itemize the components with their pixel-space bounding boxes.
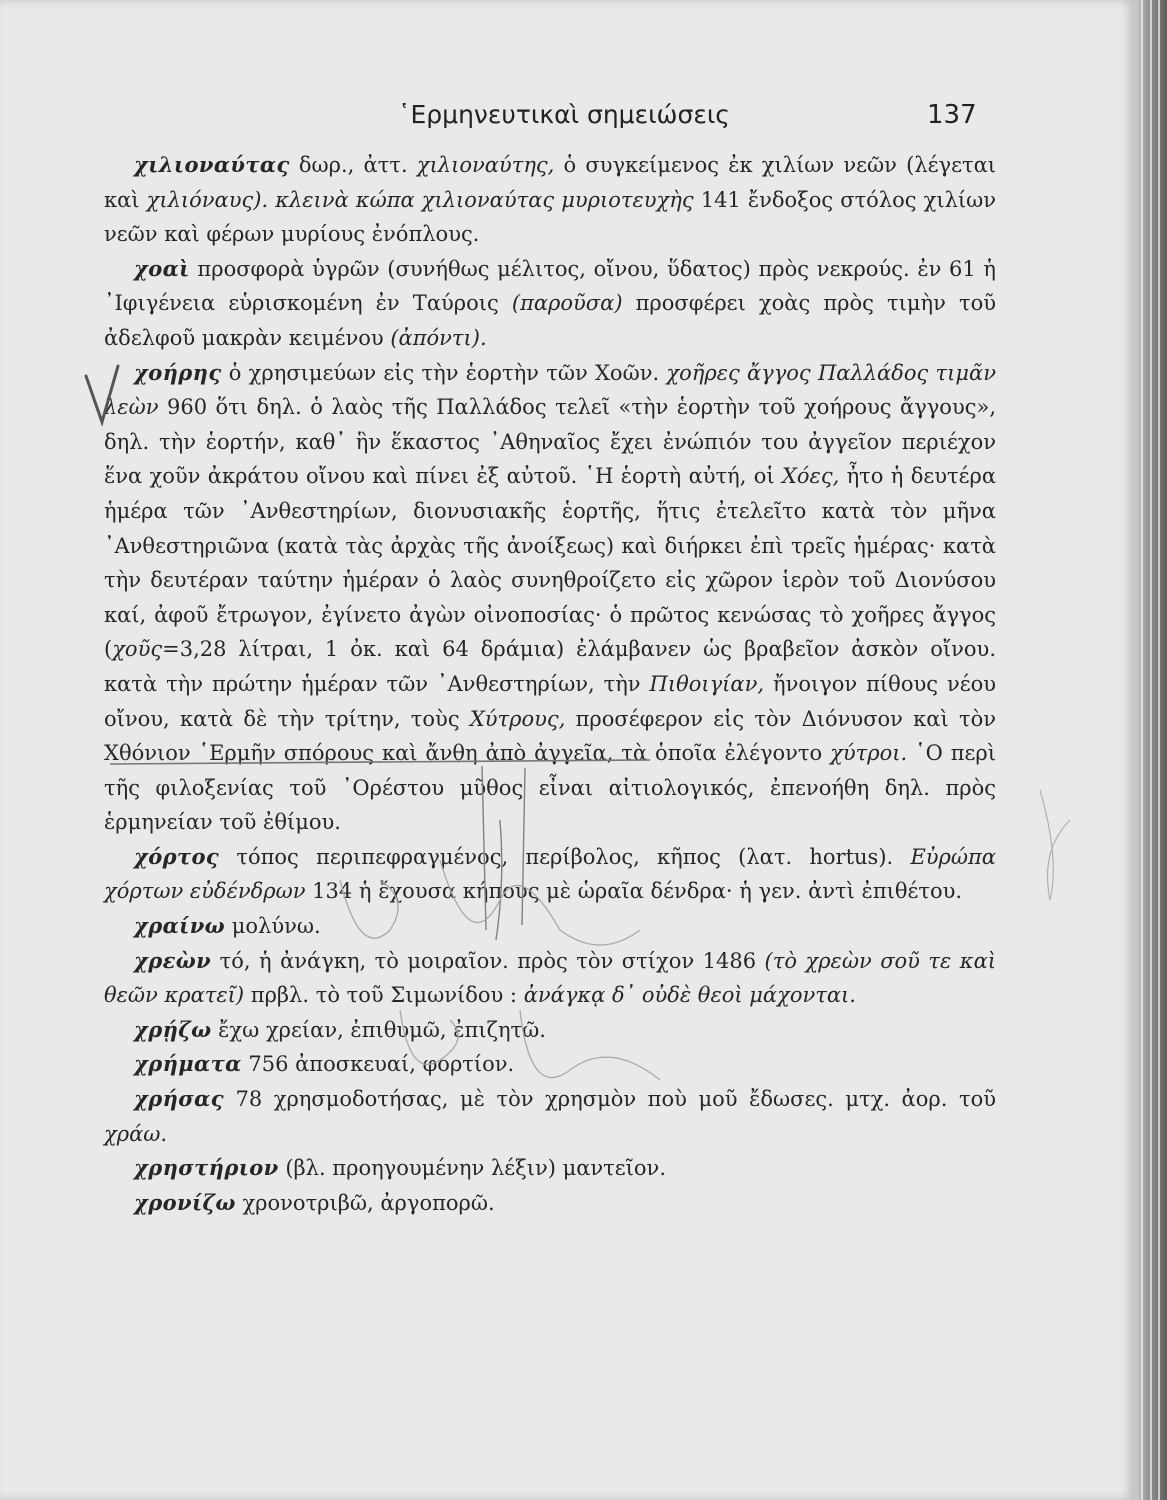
definition-text: χρονοτριβῶ, ἀργοπορῶ.	[235, 1190, 495, 1215]
glossary-entry	[104, 356, 996, 840]
definition-text: δωρ., ἀττ.	[289, 153, 417, 177]
headword: χρήσας	[134, 1086, 224, 1112]
definition-text: ἤνοιγον πίθους νέου οἴνου, κατὰ δὲ τὴν τρίτην, τοὺς	[104, 671, 996, 731]
glossary-entry	[104, 1082, 996, 1151]
italic-text: Χύτρους,	[469, 706, 566, 731]
italic-text: χιλιόναυς). κλεινὰ κώπα χιλιοναύτας μυριοτευχὴς	[146, 187, 694, 212]
glossary-entry	[104, 252, 996, 356]
definition-text: ῾Ο περὶ τῆς φιλοξενίας τοῦ ᾿Ορέστου μῦθος εἶναι αἰτιολογικός, ἐπενοήθη δηλ. πρὸς ἑρμηνείαν τοῦ ἐθίμου.	[104, 741, 997, 835]
italic-text: χράω.	[104, 1121, 168, 1146]
definition-text: 756 ἀποσκευαί, φορτίον.	[241, 1052, 515, 1077]
headword: χοήρης	[134, 359, 222, 385]
headword: χρονίζω	[134, 1189, 236, 1215]
definition-text: ἦτο ἡ δευτέρα ἡμέρα τῶν ᾿Ανθεστηρίων, διονυσιακῆς ἑορτῆς, ἥτις ἐτελεῖτο κατὰ τὸν μῆνα ᾿Ανθεστηριῶνα (κατὰ τὰς ἀρχὰς τῆς ἀνοίξεως) καὶ διήρκει ἐπὶ τρεῖς ἡμέρας· κατὰ τὴν δευτέραν ταύτην ἡμέραν ὁ λαὸς συνηθροίζετο εἰς χῶρον ἱερὸν τοῦ Διονύσου καί, ἀφοῦ ἔτρωγον, ἐγίνετο ἀγὼν οἰνοποσίας· ὁ πρῶτος κενώσας τὸ χοῆρες ἄγγος (	[104, 464, 997, 662]
headword: χρήματα	[134, 1051, 242, 1077]
italic-text: (τὸ χρεὼν σοῦ τε καὶ θεῶν κρατεῖ)	[104, 948, 996, 1008]
headword: χρηστήριον	[134, 1155, 279, 1181]
page-edge	[1135, 0, 1167, 1500]
glossary-entry	[104, 1013, 996, 1048]
definition-text: τό, ἡ ἀνάγκη, τὸ μοιραῖον. πρὸς τὸν στίχον 1486	[211, 948, 765, 973]
page-number: 137	[927, 100, 977, 130]
glossary-entry	[104, 909, 996, 944]
definition-text: προσφορὰ ὑγρῶν (συνήθως μέλιτος, οἴνου, ὕδατος) πρὸς νεκρούς. ἐν 61 ἡ ᾿Ιφιγένεια εὑρισκομένη ἐν Ταύροις	[104, 256, 996, 316]
glossary-entry	[104, 1151, 996, 1186]
italic-text: Εὐρώπα χόρτων εὐδένδρων	[104, 844, 996, 904]
glossary-entry	[104, 1047, 996, 1082]
italic-text: χύτροι.	[830, 741, 908, 766]
definition-text: 141 ἔνδοξος στόλος χιλίων νεῶν καὶ φέρων μυρίους ἐνόπλους.	[104, 187, 997, 247]
definition-text: ὁ συγκείμενος ἐκ χιλίων νεῶν (λέγεται καὶ	[104, 153, 996, 212]
headword: χιλιοναύτας	[134, 152, 290, 177]
glossary-entry	[104, 840, 996, 909]
italic-text: χιλιοναύτης,	[416, 153, 555, 177]
italic-text: Πιθοιγίαν,	[649, 671, 765, 696]
running-header	[0, 100, 1135, 140]
glossary-entry	[104, 148, 996, 252]
italic-text: χοῦς	[112, 637, 163, 662]
edge-line	[1141, 0, 1143, 1500]
headword: χρῄζω	[134, 1016, 212, 1042]
italic-text: (ἀπόντι).	[390, 325, 487, 350]
italic-text: χοῆρες ἄγγος Παλλάδος τιμᾶν λεὼν	[104, 360, 996, 420]
running-title: ῾Ερμηνευτικαὶ σημειώσεις	[398, 100, 730, 129]
headword: χραίνω	[134, 913, 226, 939]
headword: χοαὶ	[134, 255, 190, 281]
faint-right-mark	[1040, 790, 1070, 900]
definition-text: πρβλ. τὸ τοῦ Σιμωνίδου :	[244, 983, 524, 1008]
edge-line	[1158, 0, 1160, 1500]
headword: χρεὼν	[134, 947, 212, 973]
definition-text: =3,28 λίτραι, 1 ὀκ. καὶ 64 δράμια) ἐλάμβανεν ὡς βραβεῖον ἀσκὸν οἴνου. κατὰ τὴν πρώτην ἡμέραν τῶν ᾿Ανθεστηρίων, τὴν	[104, 637, 996, 696]
definition-text: ἔχω χρείαν, ἐπιθυμῶ, ἐπιζητῶ.	[211, 1017, 546, 1042]
glossary-entry	[104, 944, 996, 1013]
italic-text: (παροῦσα)	[511, 291, 623, 316]
glossary-entry	[104, 1186, 996, 1221]
definition-text: μολύνω.	[225, 914, 321, 939]
italic-text: ἀνάγκᾳ δ᾿ οὐδὲ θεοὶ μάχονται.	[523, 983, 856, 1008]
glossary-content	[104, 148, 996, 1220]
definition-text: προσέφερον εἰς τὸν Διόνυσον καὶ τὸν Χθόνιον ῾Ερμῆν σπόρους καὶ ἄνθη ἀπὸ ἀγγεῖα, τὰ ὁποῖα ἐλέγοντο	[104, 706, 997, 766]
italic-text: Χόες,	[781, 464, 840, 489]
headword: χόρτος	[134, 843, 220, 869]
definition-text: προσφέρει χοὰς πρὸς τιμὴν τοῦ ἀδελφοῦ μακρὰν κειμένου	[104, 291, 997, 350]
edge-line	[1150, 0, 1152, 1500]
definition-text: 78 χρησμοδοτήσας, μὲ τὸν χρησμὸν ποὺ μοῦ ἔδωσες. μτχ. ἀορ. τοῦ	[223, 1087, 996, 1112]
definition-text: τόπος περιπεφραγμένος, περίβολος, κῆπος (λατ. hortus).	[219, 844, 911, 869]
definition-text: (βλ. προηγουμένην λέξιν) μαντεῖον.	[278, 1156, 666, 1181]
definition-text: 960 ὅτι δηλ. ὁ λαὸς τῆς Παλλάδος τελεῖ «τὴν ἑορτὴν τοῦ χοήρους ἄγγους», δηλ. τὴν ἑορτήν, καθ᾿ ἣν ἕκαστος ᾿Αθηναῖος ἔχει ἐνώπιόν του ἀγγεῖον περιέχον ἕνα χοῦν ἀκράτου οἴνου καὶ πίνει ἐξ αὐτοῦ. ῾Η ἑορτὴ αὐτή, οἱ	[104, 395, 996, 489]
definition-text: 134 ἡ ἔχουσα κήπους μὲ ὡραῖα δένδρα· ἡ γεν. ἀντὶ ἐπιθέτου.	[305, 879, 963, 904]
definition-text: ὁ χρησιμεύων εἰς τὴν ἑορτὴν τῶν Χοῶν.	[221, 360, 667, 385]
